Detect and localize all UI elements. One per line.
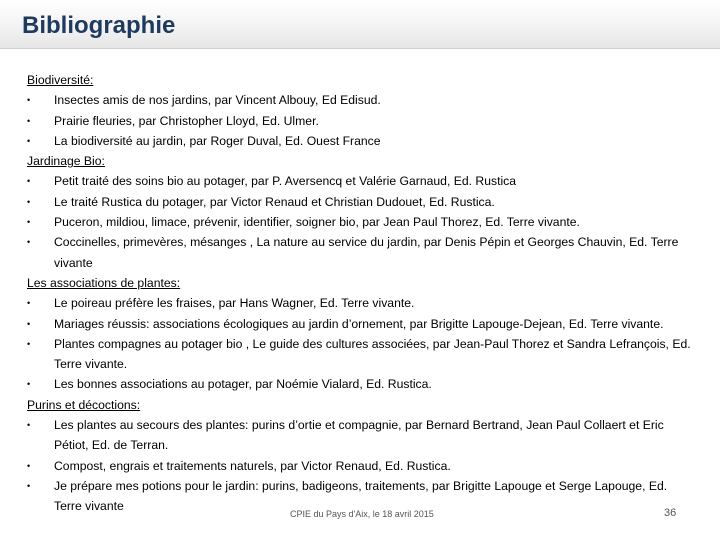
section-heading-biodiversite: Biodiversité: xyxy=(27,73,94,87)
bullet-icon: • xyxy=(27,318,31,329)
section-heading-purins: Purins et décoctions: xyxy=(27,397,141,412)
list-item: • Prairie fleuries, par Christopher Lloyd, Ed. Ulmer. xyxy=(27,111,697,131)
list-item: • Les bonnes associations au potager, par Noémie Vialard, Ed. Rustica. xyxy=(27,374,697,394)
list-item: • Je prépare mes potions pour le jardin: purins, badigeons, traitements, par Brigitte Lapouge et Serge Lapouge, Ed. Terre vivante xyxy=(27,476,697,517)
list-item: • Petit traité des soins bio au potager, par P. Aversencq et Valérie Garnaud, Ed. Rustica xyxy=(27,171,697,191)
page-number: 36 xyxy=(664,507,677,519)
bullet-icon: • xyxy=(27,176,31,187)
footer-text: CPIE du Pays d'Aix, le 18 avril 2015 xyxy=(290,509,434,519)
bullet-icon: • xyxy=(27,298,31,309)
section-heading-associations: Les associations de plantes: xyxy=(27,275,181,290)
bullet-icon: • xyxy=(27,196,31,207)
bullet-icon: • xyxy=(27,135,31,146)
bullet-icon: • xyxy=(27,338,31,349)
list-item: • Insectes amis de nos jardins, par Vincent Albouy, Ed Edisud. xyxy=(27,90,697,110)
bullet-icon: • xyxy=(27,217,31,228)
list-item: • Le poireau préfère les fraises, par Hans Wagner, Ed. Terre vivante. xyxy=(27,293,697,313)
list-item: • La biodiversité au jardin, par Roger Duval, Ed. Ouest France xyxy=(27,131,697,151)
list-item: • Puceron, mildiou, limace, prévenir, identifier, soigner bio, par Jean Paul Thorez, Ed. Terre vivante. xyxy=(27,212,697,232)
list-item: • Coccinelles, primevères, mésanges , La nature au service du jardin, par Denis Pépin et Georges Chauvin, Ed. Terre vivante xyxy=(27,232,697,273)
bullet-icon: • xyxy=(27,115,31,126)
bullet-icon: • xyxy=(27,460,31,471)
list-item: • Mariages réussis: associations écologiques au jardin d’ornement, par Brigitte Lapouge-Dejean, Ed. Terre vivante. xyxy=(27,314,697,334)
bullet-icon: • xyxy=(27,379,31,390)
bullet-icon: • xyxy=(27,95,31,106)
bullet-icon: • xyxy=(27,237,31,248)
bullet-icon: • xyxy=(27,420,31,431)
bullet-icon: • xyxy=(27,480,31,491)
list-item: • Les plantes au secours des plantes: purins d’ortie et compagnie, par Bernard Bertrand, Jean Paul Collaert et Eric Pétiot, Ed. de Terran. xyxy=(27,415,697,456)
list-item: • Plantes compagnes au potager bio , Le guide des cultures associées, par Jean-Paul Thorez et Sandra Lefrançois, Ed. Terre vivante. xyxy=(27,334,697,375)
section-heading-jardinage-bio: Jardinage Bio: xyxy=(27,154,105,169)
bibliography-content xyxy=(27,70,697,517)
title-bar xyxy=(0,0,720,49)
page-title: Bibliographie xyxy=(22,12,176,39)
list-item: • Compost, engrais et traitements naturels, par Victor Renaud, Ed. Rustica. xyxy=(27,456,697,476)
list-item: • Le traité Rustica du potager, par Victor Renaud et Christian Dudouet, Ed. Rustica. xyxy=(27,192,697,212)
